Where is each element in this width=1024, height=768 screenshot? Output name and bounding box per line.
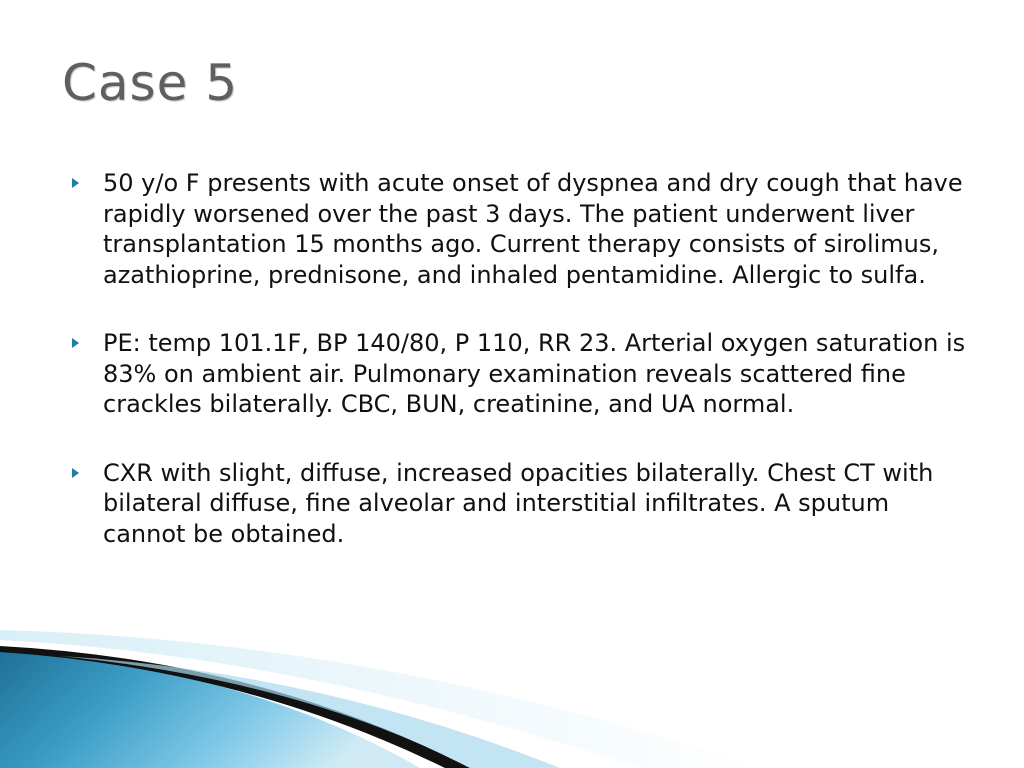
- bullet-item-2: [72, 328, 972, 420]
- bullet-item-1: [72, 168, 972, 290]
- bullet-item-3: [72, 458, 972, 550]
- bullet-text: CXR with slight, diffuse, increased opacities bilaterally. Chest CT with bilateral diffuse, fine alveolar and interstitial infiltrates. A sputum cannot be obtained.: [103, 458, 934, 548]
- bullet-text: 50 y/o F presents with acute onset of dyspnea and dry cough that have rapidly worsened over the past 3 days. The patient underwent liver transplantation 15 months ago. Current therapy consists of sirolimus, azathioprine, prednisone, and inhaled pentamidine. Allergic to sulfa.: [103, 169, 963, 289]
- slide-title: Case 5: [62, 54, 239, 112]
- bullet-arrow-icon: [72, 178, 79, 188]
- bullet-list: [72, 168, 972, 587]
- bullet-text: PE: temp 101.1F, BP 140/80, P 110, RR 23. Arterial oxygen saturation is 83% on ambient air. Pulmonary examination reveals scattered fine crackles bilaterally. CBC, BUN, creatinine, and UA normal.: [103, 329, 966, 418]
- bullet-arrow-icon: [72, 468, 79, 478]
- bullet-arrow-icon: [72, 338, 79, 348]
